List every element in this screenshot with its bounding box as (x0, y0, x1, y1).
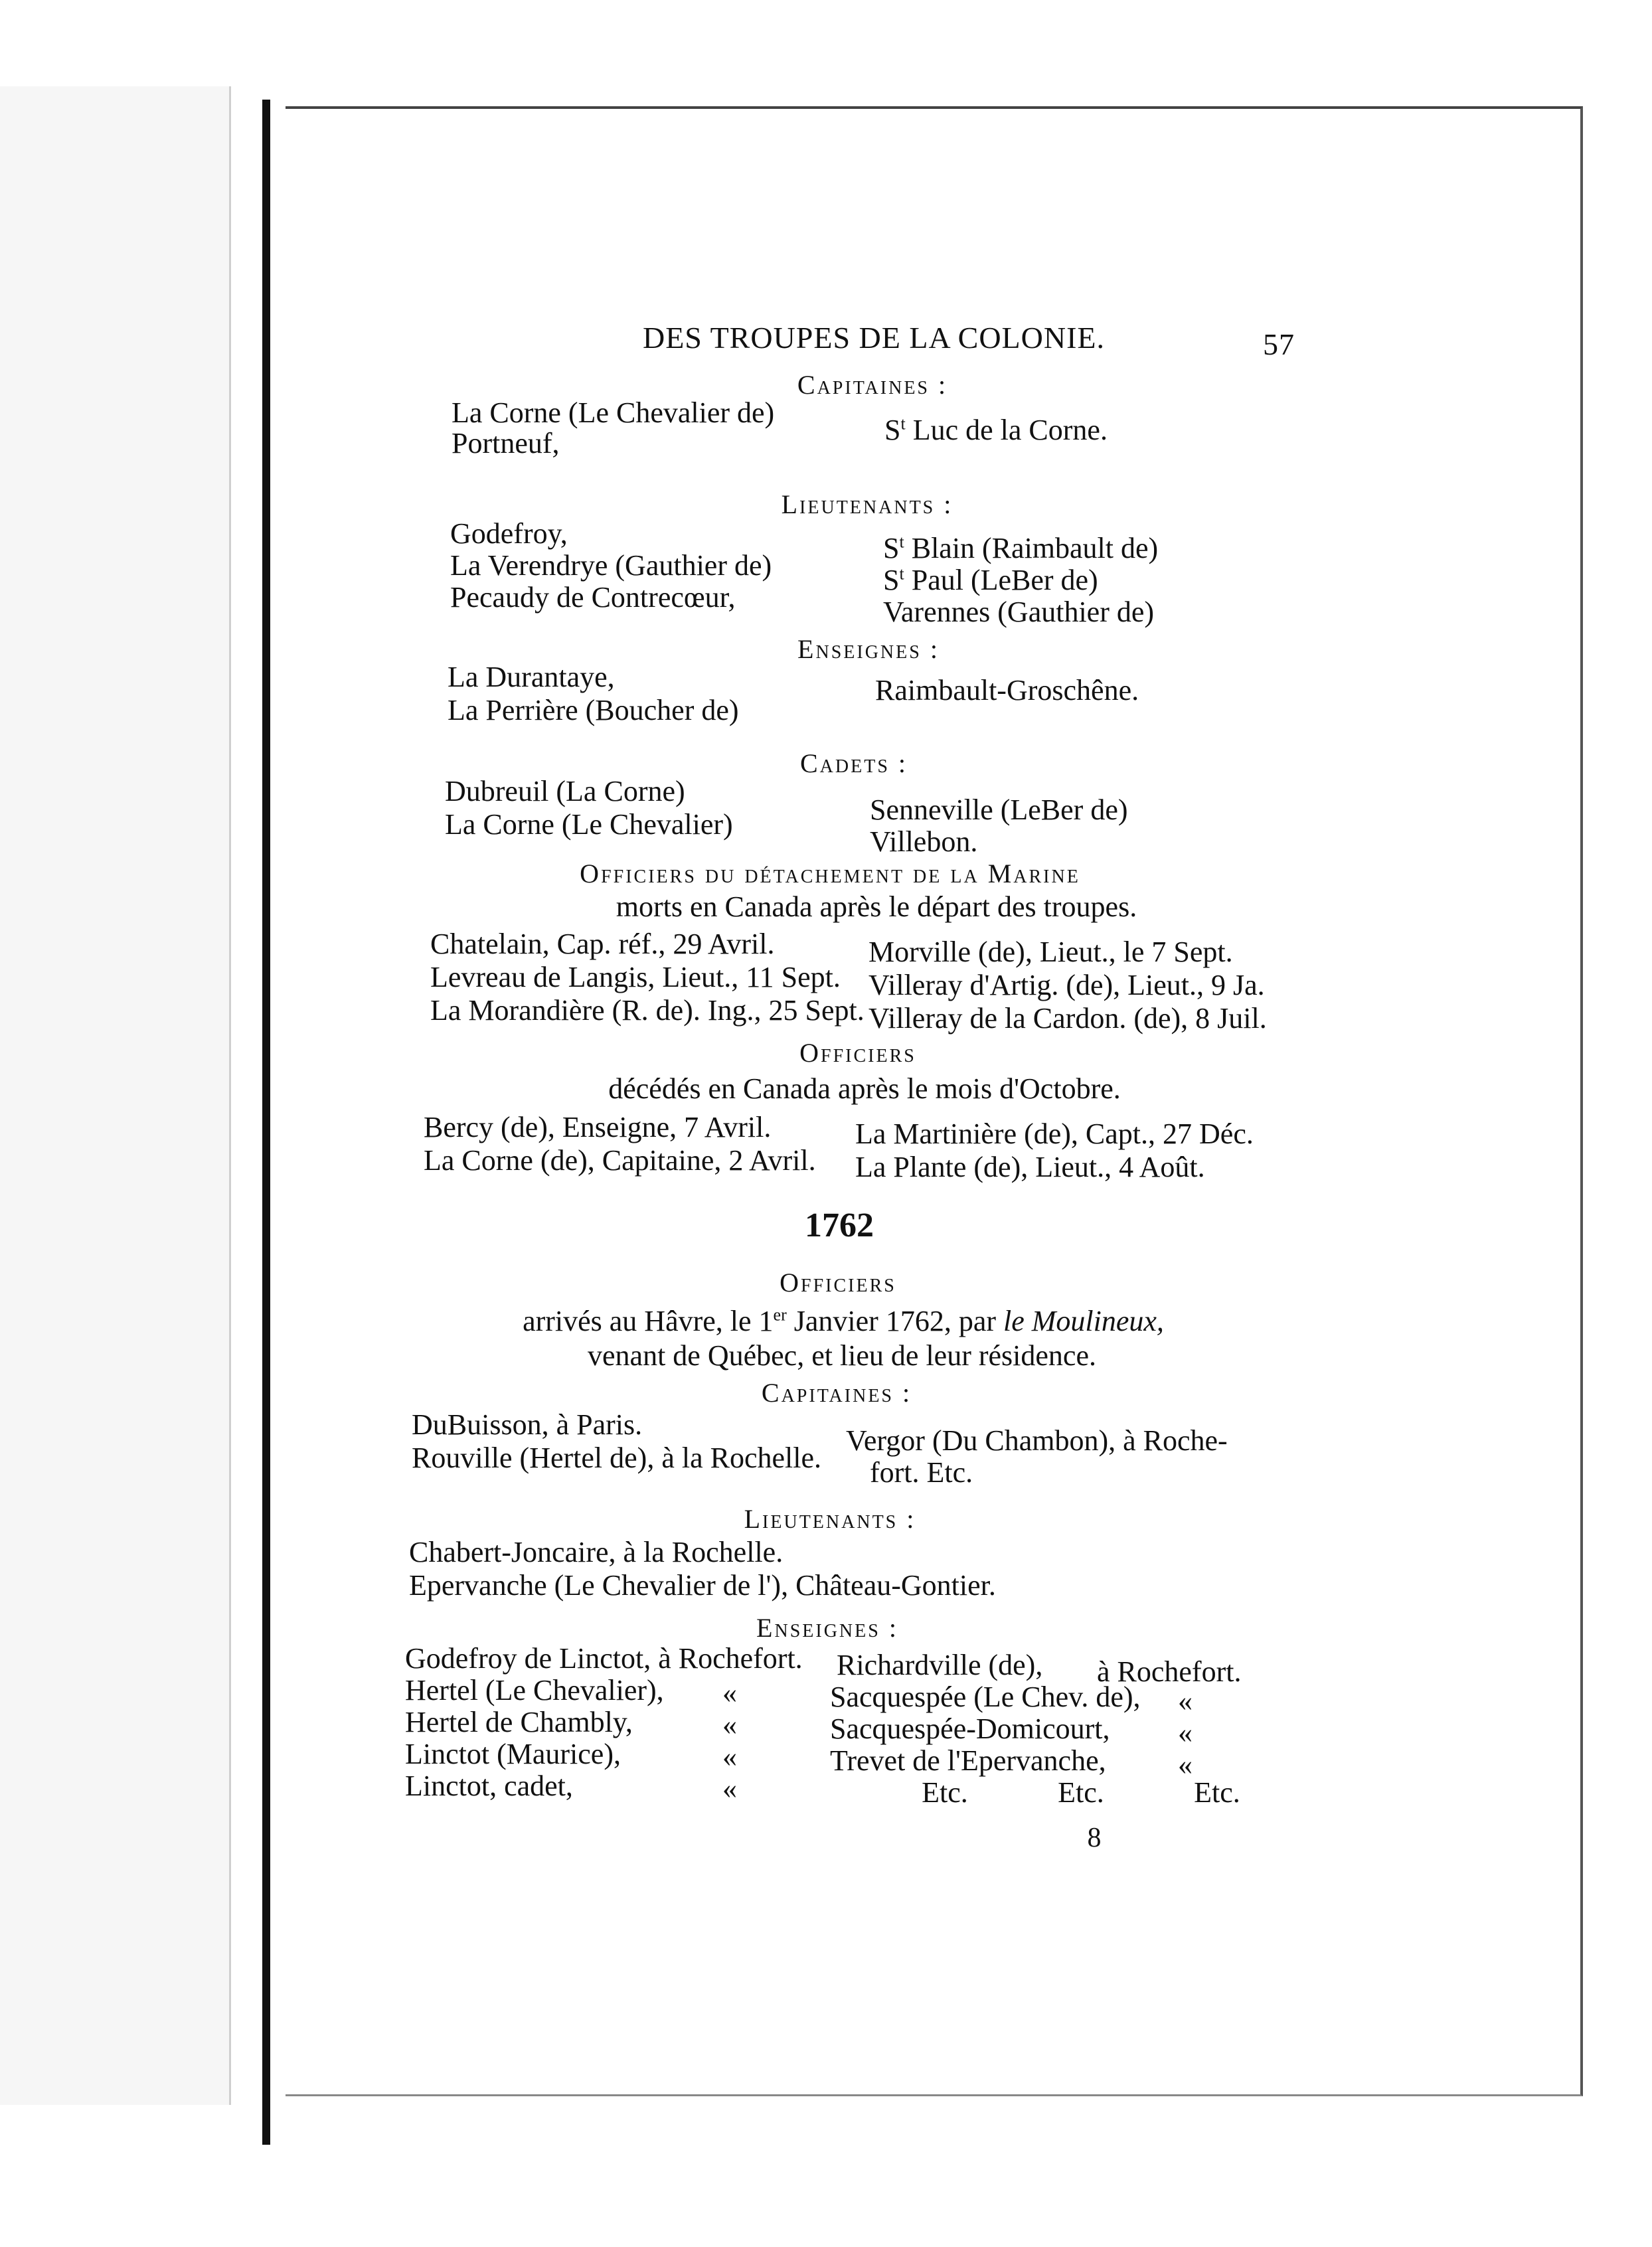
entry-left: La Morandière (R. de). Ing., 25 Sept. (430, 994, 865, 1027)
section-heading-lieutenants: Lieutenants : (781, 489, 953, 519)
entry-left: Portneuf, (452, 427, 560, 459)
ditto-mark: « (722, 1740, 737, 1773)
entry-right: Villebon. (870, 825, 978, 858)
entry-right: $S^t$ Blain (Raimbault de) (883, 532, 1159, 564)
year-heading: 1762 (805, 1207, 874, 1244)
section-heading-lieutenants: Lieutenants : (744, 1504, 916, 1534)
ditto-mark: « (722, 1708, 737, 1741)
superscript: t (900, 414, 906, 434)
ditto-mark: « (1178, 1716, 1193, 1749)
entry-left: Rouville (Hertel de), à la Rochelle. (412, 1442, 821, 1474)
entry-left: Hertel de Chambly, (405, 1706, 633, 1738)
section-heading-capitaines: Capitaines : (761, 1378, 912, 1408)
entry-left: Hertel (Le Chevalier), (405, 1674, 664, 1706)
etc-line (868, 1776, 1293, 1809)
section-subheading: morts en Canada après le départ des troupes. (616, 890, 1137, 923)
etc: Etc. (922, 1776, 968, 1809)
section-heading-officiers-1762: Officiers (780, 1268, 896, 1297)
etc: Etc. (1194, 1776, 1240, 1809)
book-page (286, 106, 1583, 2096)
entry-left: Godefroy, (450, 517, 568, 550)
book-spine (262, 100, 270, 2145)
entry-left: Levreau de Langis, Lieut., 11 Sept. (430, 961, 841, 993)
signature-mark: 8 (1087, 1823, 1102, 1853)
entry-right: $S^t$ Paul (LeBer de) (883, 564, 1098, 596)
entry-left: Chatelain, Cap. réf., 29 Avril. (430, 928, 775, 960)
entry-left: Linctot (Maurice), (405, 1738, 621, 1770)
etc: Etc. (1058, 1776, 1104, 1809)
entry-line: Chabert-Joncaire, à la Rochelle. (409, 1536, 784, 1568)
section-intro: venant de Québec, et lieu de leur résidence. (588, 1339, 1096, 1372)
entry-right: Sacquespée (Le Chev. de), (830, 1681, 1141, 1713)
ditto-mark: « (722, 1772, 737, 1805)
entry-left: La Corne (Le Chevalier de) (452, 396, 775, 429)
ditto-mark: « (1178, 1748, 1193, 1781)
facing-page-edge (0, 86, 231, 2105)
running-head: DES TROUPES DE LA COLONIE. (642, 321, 1106, 355)
entry-text: Luc de la Corne. (912, 414, 1108, 446)
section-heading-capitaines: Capitaines : (797, 370, 948, 400)
entry-left: DuBuisson, à Paris. (412, 1408, 643, 1441)
section-heading-officiers: Officiers (799, 1038, 916, 1068)
entry-left: Bercy (de), Enseigne, 7 Avril. (424, 1111, 772, 1143)
intro-text: arrivés au Hâvre, le 1 (523, 1305, 774, 1337)
entry-left: Dubreuil (La Corne) (445, 775, 685, 807)
entry-left: La Corne (de), Capitaine, 2 Avril. (424, 1144, 816, 1177)
entry-line: Epervanche (Le Chevalier de l'), Château-Gontier. (409, 1569, 996, 1602)
section-intro (523, 1304, 1164, 1338)
entry-right: Senneville (LeBer de) (870, 793, 1128, 826)
entry-right: Richardville (de), (837, 1649, 1043, 1681)
ship-name: le Moulineux, (1003, 1305, 1164, 1337)
entry-right: La Plante (de), Lieut., 4 Août. (855, 1151, 1205, 1183)
entry-left: La Durantaye, (448, 661, 615, 693)
entry-right: Sacquespée-Domicourt, (830, 1712, 1110, 1745)
entry-right: Vergor (Du Chambon), à Roche- (846, 1424, 1228, 1457)
section-heading-enseignes: Enseignes : (756, 1613, 898, 1643)
entry-text: Blain (Raimbault de) (911, 532, 1159, 564)
entry-right: $S^t$ Luc de la Corne. (884, 414, 1108, 446)
entry-left: Linctot, cadet, (405, 1770, 573, 1802)
superscript: er (773, 1305, 787, 1325)
superscript: t (899, 564, 904, 584)
entry-right: fort. Etc. (870, 1456, 973, 1489)
entry-right: La Martinière (de), Capt., 27 Déc. (855, 1118, 1254, 1150)
entry-right: Raimbault-Groschêne. (875, 674, 1139, 707)
intro-text: Janvier 1762, par (786, 1305, 1004, 1337)
entry-left: La Perrière (Boucher de) (448, 694, 739, 726)
ditto-mark: « (722, 1677, 737, 1709)
entry-left: Pecaudy de Contrecœur, (450, 581, 736, 614)
entry-right: Villeray de la Cardon. (de), 8 Juil. (868, 1002, 1267, 1035)
section-subheading: décédés en Canada après le mois d'Octobre. (608, 1072, 1121, 1105)
section-heading-enseignes: Enseignes : (797, 634, 940, 664)
entry-right: Morville (de), Lieut., le 7 Sept. (868, 936, 1233, 968)
section-heading-marine: Officiers du détachement de la Marine (580, 859, 1080, 888)
entry-text: Paul (LeBer de) (911, 564, 1098, 596)
entry-left: La Verendrye (Gauthier de) (450, 549, 772, 582)
entry-right: Trevet de l'Epervanche, (830, 1744, 1106, 1777)
entry-right-place: à Rochefort. (1097, 1655, 1242, 1688)
entry-left: Godefroy de Linctot, à Rochefort. (405, 1642, 803, 1675)
page-number: 57 (1263, 327, 1295, 361)
ditto-mark: « (1178, 1685, 1193, 1717)
section-heading-cadets: Cadets : (799, 748, 908, 778)
entry-left: La Corne (Le Chevalier) (445, 808, 733, 841)
entry-right: Varennes (Gauthier de) (883, 596, 1155, 628)
superscript: t (899, 532, 904, 552)
entry-right: Villeray d'Artig. (de), Lieut., 9 Ja. (868, 969, 1265, 1001)
